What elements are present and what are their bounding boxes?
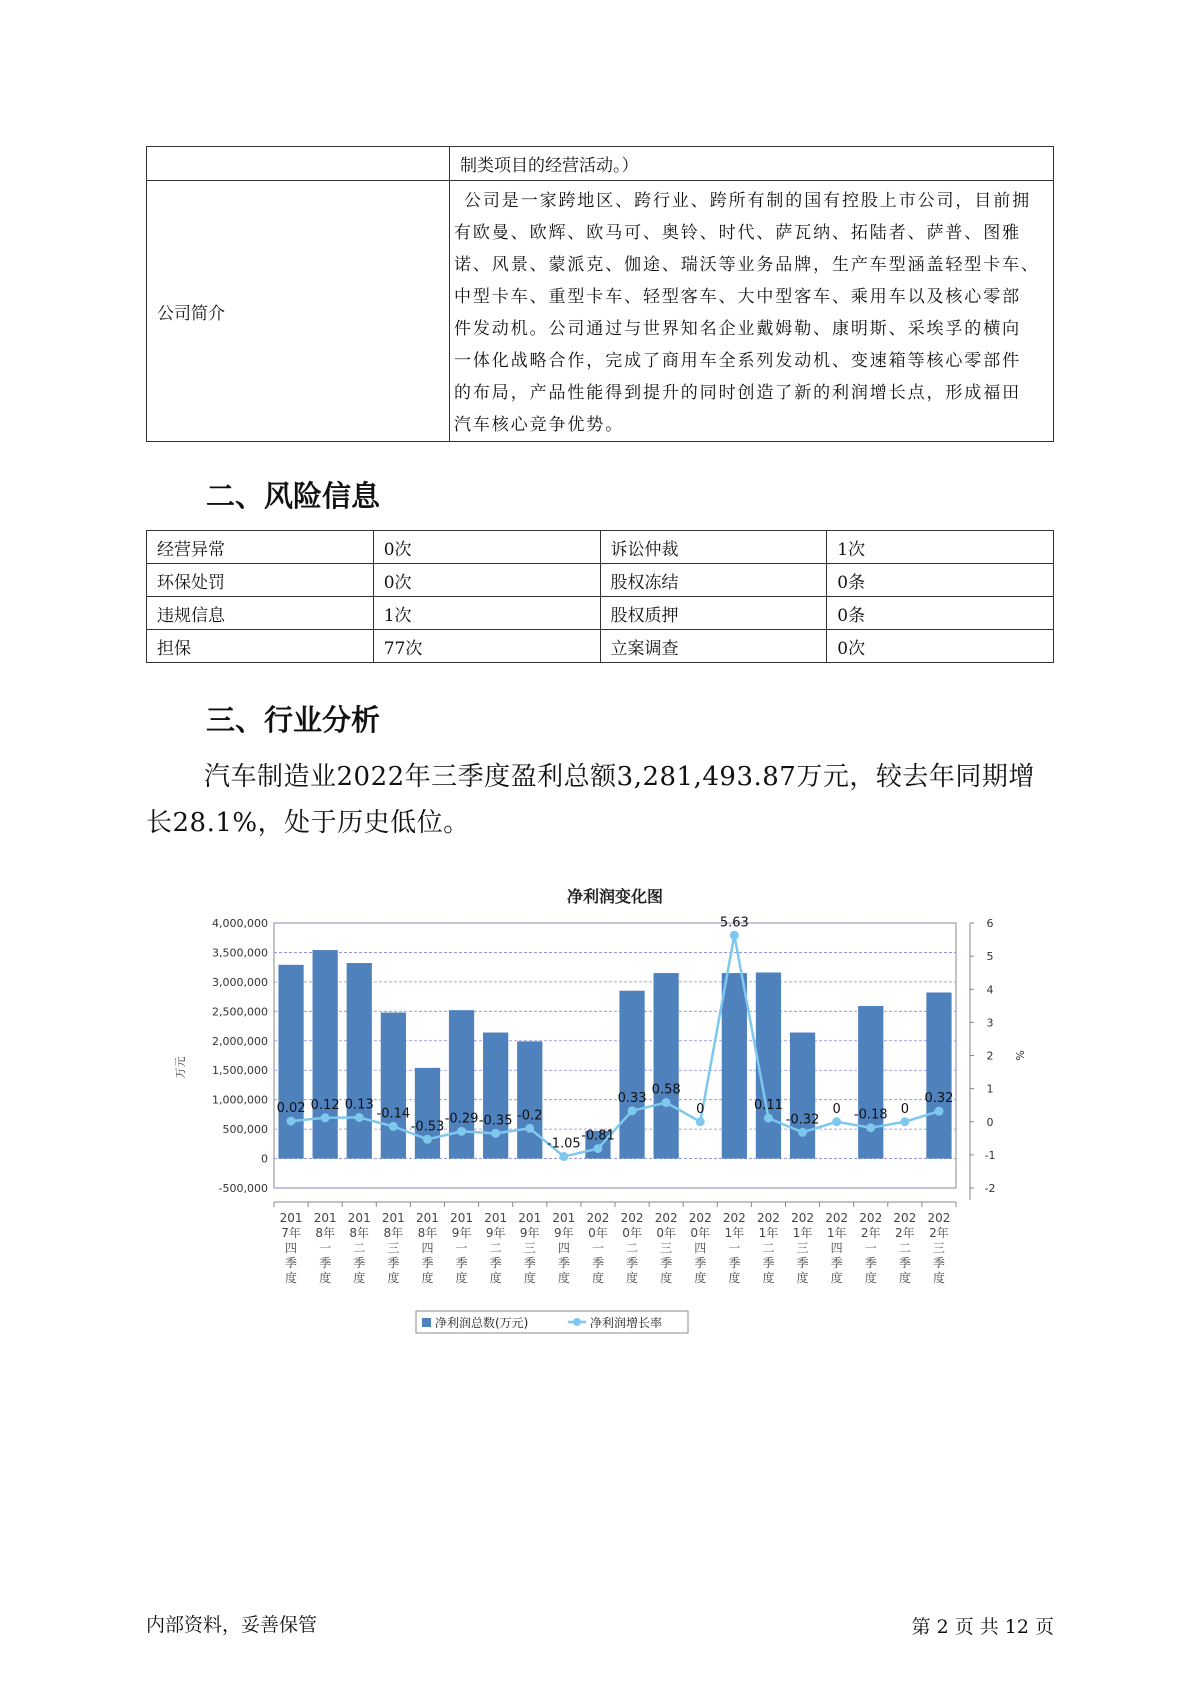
- x-tick-label-part: 201: [484, 1211, 508, 1225]
- x-tick-label-part: 一: [455, 1241, 468, 1255]
- x-tick-label-part: 二: [489, 1241, 502, 1255]
- x-tick-label-part: 9年: [554, 1226, 574, 1240]
- growth-rate-point: [321, 1113, 330, 1122]
- x-tick-label: [314, 1211, 337, 1285]
- footer-confidential: 内部资料，妥善保管: [146, 1614, 318, 1636]
- x-tick-label-part: 季: [455, 1256, 468, 1270]
- risk-label: 立案调查: [600, 630, 827, 663]
- x-tick-label-part: 度: [591, 1271, 604, 1285]
- x-tick-label: [621, 1211, 644, 1285]
- risk-label: 股权质押: [600, 597, 827, 630]
- x-tick-label-part: 度: [694, 1271, 707, 1285]
- risk-value: 0次: [827, 630, 1054, 663]
- bar-net-profit: [278, 965, 303, 1159]
- y-axis-title-right: %: [1013, 1050, 1026, 1061]
- x-tick-label: [552, 1211, 575, 1285]
- y-tick-label-left: 4,000,000: [212, 917, 268, 930]
- growth-rate-point: [593, 1144, 602, 1153]
- x-tick-label-part: 四: [421, 1241, 434, 1255]
- x-tick-label-part: 8年: [315, 1226, 335, 1240]
- x-tick-label-part: 201: [381, 1211, 405, 1225]
- x-tick-label-part: 202: [791, 1211, 815, 1225]
- risk-value: 77次: [373, 630, 600, 663]
- x-tick-label-part: 201: [347, 1211, 371, 1225]
- x-tick-label-part: 季: [728, 1256, 741, 1270]
- growth-rate-label: 0: [696, 1101, 705, 1117]
- intro-line: 一体化战略合作，完成了商用车全系列发动机、变速箱等核心零部件: [454, 351, 1021, 371]
- table-row: [147, 531, 1054, 564]
- y-tick-label-right: -1: [984, 1148, 996, 1162]
- x-tick-label-part: 0年: [690, 1226, 711, 1240]
- growth-rate-point: [764, 1114, 773, 1123]
- x-tick-label: [518, 1211, 541, 1285]
- growth-rate-label: 0.33: [617, 1090, 647, 1106]
- x-tick-label-part: 季: [387, 1256, 400, 1270]
- legend-swatch-point: [573, 1318, 581, 1326]
- x-tick-label-part: 季: [898, 1256, 911, 1270]
- x-tick-label-part: 二: [626, 1241, 639, 1255]
- x-tick-label-part: 度: [626, 1271, 639, 1285]
- x-tick-label: [791, 1211, 814, 1285]
- bar-net-profit: [517, 1041, 542, 1158]
- x-tick-label-part: 8年: [383, 1226, 404, 1240]
- x-tick-label: [723, 1211, 746, 1285]
- intro-line: 件发动机。公司通过与世界知名企业戴姆勒、康明斯、采埃孚的横向: [454, 319, 1021, 339]
- bar-net-profit: [924, 992, 954, 1158]
- risk-value: 0次: [373, 564, 600, 597]
- business-scope-tail: 制类项目的经营活动。）: [450, 147, 1054, 181]
- x-tick-label-part: 度: [489, 1271, 502, 1285]
- bar-net-profit: [415, 1068, 440, 1159]
- net-profit-chart: [170, 870, 1026, 1340]
- y-tick-label-left: 1,500,000: [212, 1064, 268, 1078]
- x-tick-label-part: 一: [864, 1241, 877, 1255]
- growth-rate-label: -0.2: [517, 1108, 543, 1124]
- growth-rate-point: [389, 1122, 398, 1131]
- x-tick-label-part: 0年: [622, 1226, 642, 1240]
- y-tick-label-left: 1,000,000: [212, 1093, 268, 1107]
- growth-rate-point: [696, 1117, 705, 1126]
- x-tick-label-part: 季: [660, 1256, 673, 1270]
- x-tick-label-part: 202: [654, 1211, 678, 1225]
- table-row: [147, 181, 1054, 442]
- x-tick-label-part: 度: [353, 1271, 366, 1285]
- x-tick-label: [382, 1211, 405, 1285]
- x-tick-label-part: 度: [762, 1271, 775, 1285]
- x-tick-label-part: 四: [830, 1241, 843, 1255]
- bar-net-profit: [651, 973, 681, 1159]
- x-tick-label-part: 季: [796, 1256, 809, 1270]
- y-tick-label-right: 1: [986, 1082, 994, 1096]
- x-tick-label-part: 9年: [485, 1226, 506, 1240]
- growth-rate-label: -0.81: [581, 1128, 615, 1144]
- intro-label: 公司简介: [147, 181, 450, 442]
- x-tick-label-part: 度: [864, 1271, 877, 1285]
- x-tick-label-part: 季: [762, 1256, 775, 1270]
- growth-rate-label: 0.32: [924, 1091, 954, 1107]
- x-tick-label-part: 8年: [417, 1226, 438, 1240]
- x-tick-label-part: 度: [932, 1271, 945, 1285]
- x-tick-label-part: 1年: [826, 1226, 847, 1240]
- y-tick-label-right: 0: [986, 1115, 994, 1129]
- x-tick-label-part: 度: [898, 1271, 911, 1285]
- y-tick-label-left: 500,000: [222, 1123, 268, 1137]
- legend-label-line: 净利润增长率: [590, 1316, 663, 1330]
- empty-label-cell: [147, 147, 450, 181]
- bar-net-profit: [449, 1010, 474, 1158]
- x-tick-label-part: 三: [523, 1241, 536, 1255]
- x-tick-label-part: 202: [722, 1211, 746, 1225]
- x-tick-label-part: 四: [694, 1241, 707, 1255]
- x-tick-label-part: 202: [586, 1211, 610, 1225]
- x-tick-label: [416, 1211, 439, 1285]
- bar-net-profit: [619, 991, 644, 1159]
- x-tick-label-part: 度: [421, 1271, 434, 1285]
- growth-rate-point: [730, 931, 739, 940]
- x-tick-label-part: 季: [557, 1256, 570, 1270]
- x-tick-label: [757, 1211, 780, 1285]
- x-tick-label-part: 季: [319, 1256, 332, 1270]
- growth-rate-label: 0: [900, 1101, 909, 1117]
- x-tick-label-part: 三: [660, 1241, 673, 1255]
- x-tick-label-part: 度: [728, 1271, 741, 1285]
- x-tick-label-part: 201: [450, 1211, 474, 1225]
- x-tick-label-part: 季: [830, 1256, 843, 1270]
- x-tick-label-part: 四: [557, 1241, 570, 1255]
- legend-swatch-bar: [422, 1318, 431, 1327]
- x-tick-label: [348, 1211, 371, 1285]
- intro-line: 有欧曼、欧辉、欧马可、奥铃、时代、萨瓦纳、拓陆者、萨普、图雅: [454, 223, 1021, 243]
- x-tick-label-part: 7年: [281, 1226, 301, 1240]
- growth-rate-point: [287, 1117, 296, 1126]
- growth-rate-point: [628, 1106, 637, 1115]
- x-tick-label-part: 季: [353, 1256, 366, 1270]
- growth-rate-label: 0.13: [344, 1097, 374, 1113]
- x-tick-label: [859, 1211, 882, 1285]
- risk-label: 环保处罚: [147, 564, 374, 597]
- growth-rate-label: -0.14: [376, 1106, 411, 1122]
- x-tick-label-part: 三: [387, 1241, 400, 1255]
- x-tick-label: [825, 1211, 848, 1285]
- x-tick-label-part: 季: [694, 1256, 707, 1270]
- bar-net-profit: [858, 1006, 883, 1159]
- x-tick-label-part: 202: [893, 1211, 917, 1225]
- y-tick-label-right: 5: [986, 950, 994, 964]
- growth-rate-label: -0.32: [785, 1112, 820, 1128]
- x-tick-label-part: 2年: [895, 1226, 915, 1240]
- growth-rate-label: -0.18: [853, 1107, 888, 1123]
- growth-rate-label: -0.53: [410, 1119, 445, 1135]
- x-tick-label-part: 季: [591, 1256, 604, 1270]
- x-tick-label-part: 度: [455, 1271, 468, 1285]
- bar-net-profit: [790, 1033, 815, 1159]
- y-tick-label-right: 2: [986, 1049, 994, 1063]
- growth-rate-point: [662, 1098, 671, 1107]
- x-tick-label-part: 三: [932, 1241, 945, 1255]
- x-tick-label-part: 度: [660, 1271, 673, 1285]
- growth-rate-point: [866, 1123, 875, 1132]
- risk-label: 诉讼仲裁: [600, 531, 827, 564]
- x-tick-label-part: 季: [932, 1256, 945, 1270]
- bar-net-profit: [344, 963, 374, 1159]
- x-tick-label-part: 度: [523, 1271, 536, 1285]
- industry-section-title: 三、行业分析: [206, 703, 381, 737]
- x-tick-label-part: 2年: [860, 1226, 881, 1240]
- y-tick-label-left: 3,000,000: [212, 975, 268, 989]
- chart-title: 净利润变化图: [566, 887, 664, 906]
- growth-rate-point: [832, 1117, 841, 1126]
- intro-line: 汽车核心竞争优势。: [454, 415, 625, 435]
- growth-rate-label: 0.12: [310, 1097, 340, 1113]
- intro-text: [450, 181, 1054, 442]
- x-tick-label: [689, 1211, 712, 1285]
- growth-rate-point: [525, 1124, 534, 1133]
- x-tick-label-part: 一: [728, 1241, 741, 1255]
- x-tick-label-part: 四: [285, 1241, 298, 1255]
- x-tick-label-part: 8年: [349, 1226, 370, 1240]
- x-tick-label-part: 0年: [588, 1226, 608, 1240]
- x-tick-label-part: 季: [285, 1256, 298, 1270]
- y-tick-label-right: 3: [986, 1016, 994, 1030]
- x-tick-label-part: 9年: [451, 1226, 472, 1240]
- x-tick-label-part: 二: [762, 1241, 775, 1255]
- legend-label-bar: 净利润总数(万元): [435, 1316, 529, 1330]
- x-tick-label-part: 202: [620, 1211, 644, 1225]
- y-tick-label-left: 0: [261, 1152, 268, 1166]
- growth-rate-point: [355, 1113, 364, 1122]
- growth-rate-point: [559, 1152, 568, 1161]
- risk-label: 股权冻结: [600, 564, 827, 597]
- x-tick-label-part: 度: [830, 1271, 843, 1285]
- x-tick-label: [280, 1211, 303, 1285]
- risk-label: 经营异常: [147, 531, 374, 564]
- risk-section-title: 二、风险信息: [206, 479, 381, 513]
- bar-net-profit: [722, 973, 747, 1159]
- risk-label: 担保: [147, 630, 374, 663]
- x-tick-label-part: 9年: [519, 1226, 540, 1240]
- growth-rate-point: [423, 1135, 432, 1144]
- x-tick-label-part: 1年: [724, 1226, 745, 1240]
- growth-rate-point: [798, 1128, 807, 1137]
- growth-rate-point: [457, 1127, 466, 1136]
- growth-rate-label: 0.58: [651, 1082, 681, 1098]
- table-row: [147, 564, 1054, 597]
- intro-line: 中型卡车、重型卡车、轻型客车、大中型客车、乘用车以及核心零部: [454, 287, 1021, 307]
- x-tick-label: [450, 1211, 473, 1285]
- risk-value: 0条: [827, 564, 1054, 597]
- y-tick-label-left: 2,000,000: [212, 1034, 268, 1048]
- y-axis-title-left: 万元: [174, 1056, 187, 1079]
- growth-rate-point: [900, 1117, 909, 1126]
- risk-value: 1次: [827, 531, 1054, 564]
- table-row: [147, 630, 1054, 663]
- x-tick-label-part: 季: [523, 1256, 536, 1270]
- x-tick-label: [586, 1211, 609, 1285]
- plot-frame: [274, 923, 956, 1188]
- y-tick-label-left: 3,500,000: [212, 946, 268, 960]
- x-tick-label-part: 1年: [792, 1226, 813, 1240]
- company-info-table: [146, 146, 1054, 442]
- intro-line: 的布局，产品性能得到提升的同时创造了新的利润增长点，形成福田: [454, 383, 1021, 403]
- growth-rate-point: [491, 1129, 500, 1138]
- growth-rate-label: -0.35: [478, 1113, 513, 1129]
- risk-value: 1次: [373, 597, 600, 630]
- x-tick-label-part: 度: [557, 1271, 570, 1285]
- growth-rate-label: -1.05: [547, 1136, 581, 1152]
- y-tick-label-right: 4: [986, 983, 994, 997]
- growth-rate-label: -0.29: [444, 1111, 479, 1127]
- x-tick-label-part: 202: [688, 1211, 712, 1225]
- x-tick-label: [927, 1211, 950, 1285]
- x-tick-label-part: 201: [415, 1211, 439, 1225]
- x-tick-label-part: 202: [825, 1211, 849, 1225]
- risk-label: 违规信息: [147, 597, 374, 630]
- industry-paragraph: 汽车制造业2022年三季度盈利总额3,281,493.87万元，较去年同期增长28.1%，处于历史低位。: [146, 762, 1035, 838]
- x-tick-label: [484, 1211, 507, 1285]
- y-tick-label-right: -2: [984, 1182, 996, 1195]
- risk-table: [146, 530, 1054, 663]
- x-tick-label-part: 201: [518, 1211, 542, 1225]
- x-tick-label-part: 季: [864, 1256, 877, 1270]
- risk-value: 0次: [373, 531, 600, 564]
- growth-rate-label: 0.11: [753, 1098, 783, 1114]
- bar-net-profit: [310, 950, 340, 1158]
- x-tick-label-part: 201: [313, 1211, 337, 1225]
- growth-rate-label: 0: [832, 1101, 841, 1117]
- x-tick-label-part: 一: [319, 1241, 332, 1255]
- bar-net-profit: [483, 1033, 508, 1159]
- x-tick-label-part: 202: [859, 1211, 883, 1225]
- x-tick-label-part: 季: [489, 1256, 502, 1270]
- table-row: [147, 147, 1054, 181]
- x-tick-label-part: 201: [552, 1211, 576, 1225]
- x-tick-label-part: 201: [279, 1211, 303, 1225]
- growth-rate-point: [934, 1107, 943, 1116]
- x-tick-label-part: 度: [387, 1271, 400, 1285]
- x-tick-label-part: 1年: [758, 1226, 779, 1240]
- growth-rate-label: 5.63: [719, 915, 749, 931]
- x-tick-label-part: 202: [927, 1211, 951, 1225]
- x-tick-label-part: 一: [591, 1241, 604, 1255]
- table-row: [147, 597, 1054, 630]
- y-tick-label-right: 6: [986, 917, 994, 930]
- risk-value: 0条: [827, 597, 1054, 630]
- x-tick-label-part: 度: [285, 1271, 298, 1285]
- x-tick-label-part: 二: [353, 1241, 366, 1255]
- x-tick-label-part: 季: [421, 1256, 434, 1270]
- x-tick-label-part: 202: [756, 1211, 780, 1225]
- growth-rate-label: 0.02: [276, 1101, 306, 1117]
- x-tick-label: [655, 1211, 678, 1285]
- intro-line: 诺、风景、蒙派克、伽途、瑞沃等业务品牌，生产车型涵盖轻型卡车、: [454, 255, 1040, 275]
- y-tick-label-left: -500,000: [218, 1182, 268, 1195]
- x-tick-label-part: 度: [319, 1271, 332, 1285]
- bar-net-profit: [381, 1013, 406, 1159]
- x-tick-label-part: 2年: [929, 1226, 949, 1240]
- x-tick-label-part: 三: [796, 1241, 809, 1255]
- x-tick-label-part: 二: [898, 1241, 911, 1255]
- x-tick-label-part: 季: [626, 1256, 639, 1270]
- y-tick-label-left: 2,500,000: [212, 1005, 268, 1019]
- x-tick-label-part: 0年: [656, 1226, 676, 1240]
- x-tick-label: [893, 1211, 916, 1285]
- footer-page-number: 第 2 页 共 12 页: [911, 1616, 1054, 1638]
- intro-line: 公司是一家跨地区、跨行业、跨所有制的国有控股上市公司，目前拥: [464, 191, 1031, 211]
- x-tick-label-part: 度: [796, 1271, 809, 1285]
